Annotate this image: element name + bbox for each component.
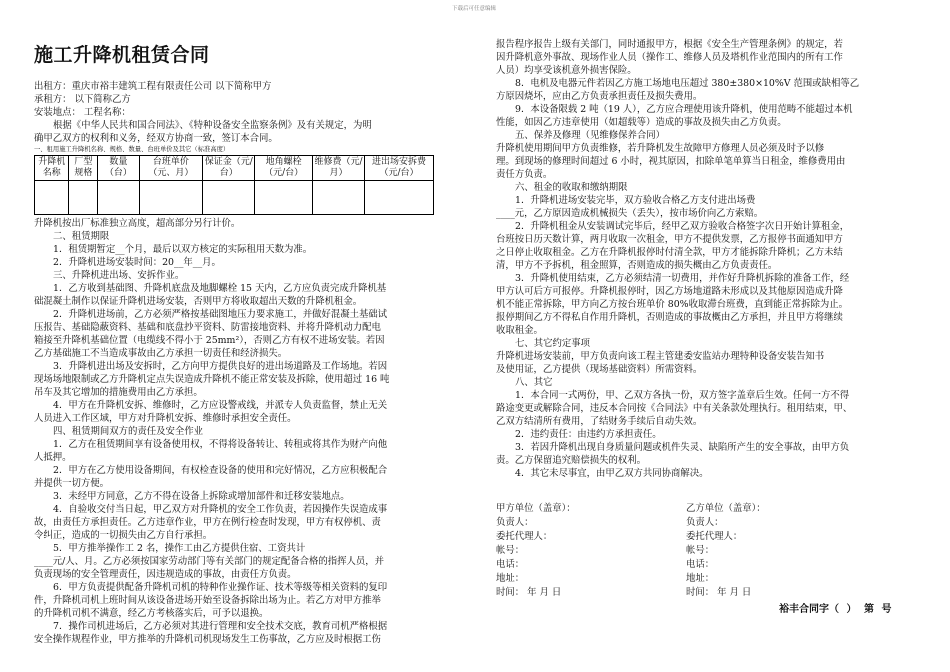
- signature-field: 电话：: [686, 559, 715, 570]
- watermark-text: 下载后可任意编辑: [452, 6, 497, 12]
- clause-line: 方原因烧坏，应由乙方负责承担责任及损失费用。: [496, 91, 703, 102]
- clause-line: 吊车及其它增加的措施费用由乙方承担。: [34, 387, 203, 398]
- clause-line: 人抵押。: [34, 452, 72, 463]
- signature-field: 地址：: [496, 573, 525, 584]
- clause-line: 四、租赁期间双方的责任及安全作业: [53, 426, 204, 437]
- table-cell: [365, 181, 434, 215]
- clause-line: 2．升降机进场前，乙方必须严格按基础图地压力要求施工，并做好混凝土基础试: [53, 309, 388, 320]
- signature-field: 帐号：: [496, 545, 525, 556]
- clause-line: 令纠正，造成的一切损失由乙方自行承担。: [34, 530, 213, 541]
- table-cell: [35, 181, 69, 215]
- clause-line: 甲方认可后方可报停。升降机报停时，因乙方场地道路未形成以及其他原因造成升降: [496, 286, 843, 297]
- paragraph-line: 确甲乙双方的权利和义务，经双方协商一致，签订本合同。: [34, 133, 278, 144]
- clause-line: ____元/人、月。乙方必须按国家劳动部门等有关部门的规定配备合格的指挥人员，并: [34, 556, 385, 567]
- clause-line: 压报告、基础隐蔽资料、基础和底盘抄平资料、防雷接地资料、并将升降机动力配电: [34, 322, 381, 333]
- table-cell: [69, 181, 98, 215]
- right-column: [496, 38, 920, 480]
- clause-line: 2．升降机租金从安装调试完毕后，经甲乙双方验收合格签字次日开始计算租金，: [515, 221, 850, 232]
- table-header-row: [35, 156, 434, 181]
- table-header-cell: 升降机名称: [35, 156, 69, 181]
- clause-line: 报告程序报告上级有关部门，同时通报甲方，根据《安全生产管理条例》的规定，若: [496, 39, 843, 50]
- clause-line: 理。到现场的修理时间超过 6 小时，视其原因，扣除单笔单算当日租金，维修费用由: [496, 156, 846, 167]
- clause-line: 础混凝土制作以保证升降机进场安装，否则甲方将收取超出天数的升降机租金。: [34, 296, 363, 307]
- clause-line: 故，由责任方承担责任。乙方违章作业，甲方在例行检查时发现，甲方有权停机、责: [34, 517, 381, 528]
- equipment-table: [34, 155, 434, 215]
- table-header-cell: 厂型规格: [69, 156, 98, 181]
- clause-line: 因升降机意外事故、现场作业人员（操作工、维修人员及塔机作业范围内的所有工作: [496, 52, 843, 63]
- document-title: 施工升降机租赁合同: [34, 44, 210, 66]
- clause-line: 之日停止收取租金。乙方在升降机报停时付清全款，甲方才能拆除升降机；乙方未结: [496, 247, 843, 258]
- clause-line: 台班按日历天数计算，两月收取一次租金，甲方不提供发票，乙方报停书面通知甲方: [496, 234, 843, 245]
- clause-line: 1．乙方收到基础图、升降机底盘及地脚螺栓 15 天内，乙方应负责完成升降机基: [53, 283, 387, 294]
- lessor-line: 出租方：重庆市裕丰建筑工程有限责任公司 以下简称甲方: [34, 81, 272, 92]
- table-header-cell: 台班单价（元、月）: [139, 156, 203, 181]
- preamble-block: [34, 119, 454, 145]
- clause-line: 2．甲方在乙方使用设备期间，有权检查设备的使用和完好情况，乙方应积极配合: [53, 465, 388, 476]
- clause-line: 三、升降机进出场、安拆作业。: [53, 270, 185, 281]
- clause-line: 9．本设备限载 2 吨（19 人），乙方应合理使用该升降机，使用范畴不能超过本机: [515, 104, 853, 115]
- clause-line: 清，甲方不予拆机，租金照算，否则造成的损失概由乙方负责责任。: [496, 260, 778, 271]
- site-line: 安装地点： 工程名称：: [34, 107, 131, 118]
- clause-line: 的升降机司机不满意，经乙方考核落实后，可予以退换。: [34, 608, 269, 619]
- signature-field: 时间： 年 月 日: [686, 587, 752, 598]
- table-cell: [98, 181, 139, 215]
- signature-field: 地址：: [686, 573, 715, 584]
- clause-line: 报停期间乙方不得私自作用升降机，否则造成的事故概由乙方承担，并且甲方将继续: [496, 312, 843, 323]
- clause-line: 升降机按出厂标准独立高度，超高部分另行计价。: [34, 218, 241, 229]
- signature-field: 负责人：: [496, 517, 534, 528]
- table-cell: [203, 181, 255, 215]
- clause-line: 六、租金的收取和缴纳期限: [515, 182, 628, 193]
- signature-field: 乙方单位（盖章）：: [686, 503, 766, 514]
- clause-line: 七、其它约定事项: [515, 338, 591, 349]
- clause-line: 6．甲方负责提供配备升降机司机的特种作业操作证、技术等级等相关资料的复印: [53, 582, 388, 593]
- clause-line: 路途变更或解除合同，违反本合同按《合同法》中有关条款处理执行。租用结束，甲、: [496, 403, 853, 414]
- signature-field: 时间： 年 月 日: [496, 587, 562, 598]
- clause-line: 升降机使用期间甲方负责维修，若升降机发生故障甲方修理人员必须及时予以修: [496, 143, 825, 154]
- clause-line: 人员进入工作区域，甲方对升降机安拆、维修时承担安全责任。: [34, 413, 297, 424]
- clause-line: 8．电机及电器元件若因乙方施工场地电压超过 380±380×10%V 范围或缺相等乙: [515, 78, 860, 89]
- lessee-line: 承租方： 以下简称乙方: [34, 94, 131, 105]
- left-column: [34, 40, 454, 646]
- party-a-signature-block: [496, 502, 576, 600]
- clause-line: 人员）均享受该机意外损害保险。: [496, 65, 637, 76]
- signature-field: 委托代理人：: [686, 531, 743, 542]
- table-caption: 一、租用施工升降机名称、规格、数量、台班单价及其它（标准高度）: [34, 146, 230, 153]
- clause-line: 八、其它: [515, 377, 553, 388]
- clause-line: 并提供一切方便。: [34, 478, 110, 489]
- clause-line: 3．升降机使用结束，乙方必须结清一切费用，并作好升降机拆除的准备工作，经: [515, 273, 850, 284]
- clause-line: 1．租赁期暂定__个月，最后以双方核定的实际租用天数为准。: [53, 244, 313, 255]
- clause-line: 3．升降机进出场及安拆时，乙方向甲方提供良好的进出场道路及工作场地。若因: [53, 361, 388, 372]
- table-cell: [255, 181, 313, 215]
- signature-field: 电话：: [496, 559, 525, 570]
- clause-line: 现场场地限制或乙方升降机定点失误造成升降机不能正常安装及拆除，使用超过 16 吨: [34, 374, 390, 385]
- clause-line: 4．其它未尽事宜，由甲乙双方共同协商解决。: [515, 468, 709, 479]
- signature-field: 负责人：: [686, 517, 724, 528]
- clause-line: 7．操作司机进场后，乙方必须对其进行管理和安全技术交底，教育司机严格根据: [53, 621, 388, 632]
- paragraph-line: 根据《中华人民共和国合同法》、《特种设备安全监察条例》及有关规定，为明: [53, 120, 372, 131]
- table-header-cell: 数量（台）: [98, 156, 139, 181]
- clause-line: 二、租赁期限: [53, 231, 110, 242]
- clause-line: 1．乙方在租赁期间享有设备使用权，不得将设备转让、转租或将其作为财产向他: [53, 439, 388, 450]
- table-header-cell: 地角螺栓（元/台）: [255, 156, 313, 181]
- clause-line: 乙方基础施工不当造成事故由乙方承担一切责任和经济损失。: [34, 348, 288, 359]
- clause-line: 责。乙方保留追究赔偿损失的权利。: [496, 455, 647, 466]
- clause-line: 箱接至升降机基础位置（电缆线不得小于 25mm²），否则乙方有权不进场安装。若因: [34, 335, 385, 346]
- table-row: [35, 181, 434, 215]
- signature-field: 甲方单位（盖章）：: [496, 503, 576, 514]
- table-header-cell: 维修费（元/月）: [312, 156, 364, 181]
- clause-line: 1．本合同一式两份，甲、乙双方各执一份，双方签字盖章后生效。任何一方不得: [515, 390, 850, 401]
- clause-line: 负责现场的安全管理责任，因违规造成的事故，由责任方负责。: [34, 569, 297, 580]
- table-cell: [312, 181, 364, 215]
- clause-line: 5．甲方推举操作工 2 名，操作工由乙方提供住宿、工资共计: [53, 543, 306, 554]
- clause-line: 升降机进场安装前，甲方负责向该工程主管建委安监站办理特种设备安装告知书: [496, 351, 825, 362]
- contract-number: 裕丰合同字（ ） 第 号: [779, 604, 892, 615]
- clause-line: 3．未经甲方同意，乙方不得在设备上拆除或增加部件和迁移安装地点。: [53, 491, 350, 502]
- clause-line: 收取租金。: [496, 325, 543, 336]
- clause-line: 2．违约责任：由违约方承担责任。: [515, 429, 662, 440]
- clause-line: 1．升降机进场安装完毕，双方验收合格乙方支付进出场费: [515, 195, 756, 206]
- clause-line: ____元，乙方原因造成机械损失（丢失），按市场价向乙方索赔。: [496, 208, 764, 219]
- signature-field: 帐号：: [686, 545, 715, 556]
- clause-line: 乙双方结清所有费用，了结财务手续后自动失效。: [496, 416, 703, 427]
- clause-line: 五、保养及修理（见维修保养合同）: [515, 130, 666, 141]
- clauses-left-block: [34, 217, 454, 646]
- clause-line: 及使用证，乙方提供（现场基础资料）所需资料。: [496, 364, 703, 375]
- signature-field: 委托代理人：: [496, 531, 553, 542]
- table-header-cell: 进出场安拆费（元/台）: [365, 156, 434, 181]
- clause-line: 2．升降机进场安装时间：20__年__月。: [53, 257, 221, 268]
- clause-line: 4．自验收交付当日起，甲乙双方对升降机的安全工作负责，若因操作失误造成事: [53, 504, 388, 515]
- clause-line: 安全操作规程作业，甲方推举的升降机司机现场发生工伤事故，乙方应及时根据工伤: [34, 634, 381, 645]
- table-header-cell: 保证金（元/台）: [203, 156, 255, 181]
- clause-line: 3．若因升降机出现自身质量问题或机件失灵、缺陷所产生的安全事故，由甲方负: [515, 442, 850, 453]
- clause-line: 性能，如因乙方违章使用（如超载等）造成的事故及损失由乙方负责。: [496, 117, 787, 128]
- clauses-right-block: [496, 38, 920, 480]
- table-cell: [139, 181, 203, 215]
- clause-line: 责任方负责。: [496, 169, 553, 180]
- party-b-signature-block: [686, 502, 766, 600]
- clause-line: 机不能正常拆除，甲方向乙方按台班单价 80%收取滞台班费，直到能正常拆除为止。: [496, 299, 848, 310]
- clause-line: 4．甲方在升降机安拆、维修时，乙方应设警戒线，并派专人负责监督，禁止无关: [53, 400, 388, 411]
- clause-line: 件，升降机司机上班时间从该设备进场开始至设备拆除出场为止。若乙方对甲方推举: [34, 595, 381, 606]
